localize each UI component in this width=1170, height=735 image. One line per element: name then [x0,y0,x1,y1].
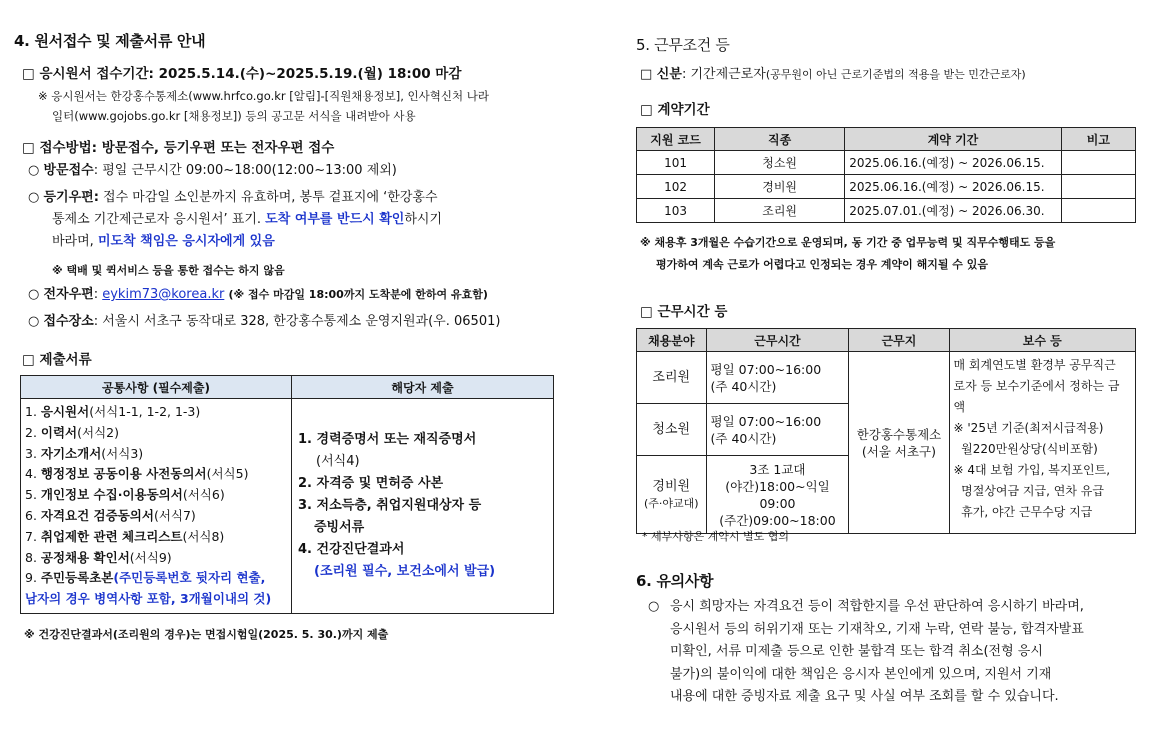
contract-cell: 102 [637,175,715,199]
contract-cell: 청소원 [715,151,845,175]
item-bold: 행정정보 공동이용 사전동의서 [40,466,207,482]
contract-cell: 2025.06.16.(예정) ~ 2026.06.15. [845,151,1061,175]
contract-header-cell: 지원 코드 [637,128,715,151]
section6-title: 6. 유의사항 [636,572,714,590]
contract-cell [1061,199,1135,223]
hours-time-cell: 평일 07:00~16:00 (주 40시간) [706,352,849,404]
item-bold: 개인정보 수집·이용동의서 [40,487,183,503]
mail-highlight-1: 도착 여부를 반드시 확인 [265,212,405,227]
item-form: (서식5) [206,466,249,482]
contract-cell [1061,175,1135,199]
mail-line-3 [52,231,275,253]
place-item [28,311,500,333]
caution-line: 불가)의 불이익에 대한 책임은 응시자 본인에게 있으며, 지원서 기재 [670,666,1052,682]
contract-row [637,199,1136,223]
mail-text-3a: 바라며, [52,234,98,249]
common-item [25,506,287,527]
mail-text-2a: 통제소 기간제근로자 응시원서’ 표기. [52,212,266,227]
item-bold: 응시원서 [40,404,90,419]
period-note-1: ※ 응시원서는 한강홍수통제소(www.hrfco.go.kr [알림]-[직원채용정보], 인사혁신처 나라 [38,89,489,103]
hours-note: * 세부사항은 계약시 별도 협의 [642,530,789,543]
optional-item-4: 4. 건강진단결과서 [298,541,405,557]
status-text: : 기간제근로자 [681,67,766,82]
common-list [25,402,287,568]
common-item-9 [25,568,287,589]
caution-line: 응시 희망자는 자격요건 등이 적합한지를 우선 판단하여 응시하기 바라며, [670,599,1084,614]
common-item [25,527,287,548]
contract-cell [1061,151,1135,175]
common-item [25,423,287,444]
item-form: (서식3) [101,445,144,461]
hours-field: 청소원 [652,422,691,437]
circle-bullet: ○ [28,314,40,329]
contract-header-cell: 계약 기간 [845,128,1061,151]
hours-field: 경비원 [652,478,691,494]
hours-field-sub: (주·야교대) [643,496,699,510]
docs-footnote: ※ 건강진단결과서(조리원의 경우)는 면접시험일(2025. 5. 30.)까지 제출 [24,628,389,641]
email-label: 전자우편 [43,287,94,302]
hours-body [637,352,1136,534]
contract-header-cell: 비고 [1061,128,1135,151]
caution-lines [670,596,1084,709]
item-bold: 이력서 [40,424,78,440]
status-line [640,64,1026,86]
email-link[interactable]: eykim73@korea.kr [102,287,225,302]
section5-title: 5. 근무조건 등 [636,36,730,54]
visit-text: : 평일 근무시간 09:00~18:00(12:00~13:00 제외) [93,163,397,178]
item9-blue-1: (주민등록번호 뒷자리 현출, [113,570,266,586]
optional-item-1-sub: (서식4) [316,453,360,469]
circle-bullet: ○ [28,163,40,178]
docs-optional-cell [292,399,554,614]
caution-line: 내용에 대한 증빙자료 제출 요구 및 사실 여부 조회를 할 수 있습니다. [670,689,1059,704]
item-form: (서식6) [182,487,225,503]
contract-cell: 조리원 [715,199,845,223]
hours-header-cell: 채용분야 [637,329,707,352]
optional-item-4-sub: (조리원 필수, 보건소에서 발급) [314,563,496,579]
contract-table [636,127,1136,223]
visit-label: 방문접수 [43,163,94,178]
mail-label: 등기우편: [43,190,99,205]
contract-cell: 경비원 [715,175,845,199]
common-item [25,548,287,569]
item-number: 2. [25,424,41,440]
contract-row [637,175,1136,199]
item-form: (서식8) [182,528,225,544]
hours-header-cell: 보수 등 [949,329,1135,352]
hours-row [637,352,1136,404]
pay-cell: 매 회계연도별 환경부 공무직근 로자 등 보수기준에서 정하는 금액 ※ '25년 기준(최저시급적용) 월220만원상당(식비포함) ※ 4대 보험 가입, 복지포인트, 명절상여금 지급, 연차 유급 휴가, 야간 근무수당 지급 [949,352,1135,534]
caution-line: 응시원서 등의 허위기재 또는 기재착오, 기재 누락, 연락 불능, 합격자발표 [670,621,1084,637]
optional-item-2: 2. 자격증 및 면허증 사본 [298,475,444,491]
circle-bullet: ○ [648,599,660,614]
caution-line: 미확인, 서류 미제출 등으로 인한 불합격 또는 합격 취소(전형 응시 [670,644,1043,659]
item-bold: 취업제한 관련 체크리스트 [40,528,183,544]
hours-field: 조리원 [652,370,691,385]
visit-item [28,160,397,182]
hours-field-cell [637,456,707,534]
contract-row [637,151,1136,175]
email-note: (※ 접수 마감일 18:00까지 도착분에 한하여 유효함) [228,288,488,301]
mail-item [28,187,438,209]
contract-cell: 101 [637,151,715,175]
item-number: 3. [25,445,41,461]
mail-text-1: 접수 마감일 소인분까지 유효하며, 봉투 겉표지에 ‘한강홍수 [98,190,438,205]
circle-bullet: ○ [28,287,40,302]
mail-highlight-2: 미도착 책임은 응시자에게 있음 [97,234,275,249]
hours-time-cell: 3조 1교대 (야간)18:00~익일09:00 (주간)09:00~18:00 [706,456,849,534]
item-bold: 공정채용 확인서 [40,549,130,565]
item-number: 6. [25,507,41,523]
common-item [25,464,287,485]
mail-line-2 [52,209,442,231]
place-label: 접수장소 [43,314,94,329]
docs-col2-header: 해당자 제출 [292,376,554,399]
item-form: (서식9) [129,549,172,565]
contract-header-row [637,128,1136,151]
item-bold: 자기소개서 [40,445,102,461]
docs-col1-header: 공통사항 (필수제출) [21,376,292,399]
item-form: (서식2) [77,424,119,440]
mail-note: ※ 택배 및 퀵서비스 등을 통한 접수는 하지 않음 [52,264,285,277]
period-note-2: 일터(www.gojobs.go.kr [채용정보]) 등의 공고문 서식을 내려받아 사용 [52,109,416,123]
email-item: ○ 전자우편: eykim73@korea.kr (※ 접수 마감일 18:00까지 도착분에 한하여 유효함) [28,287,488,302]
optional-item-1: 1. 경력증명서 또는 재직증명서 [298,431,477,447]
hours-field-cell [637,404,707,456]
item-form: (서식1-1, 1-2, 1-3) [89,404,201,419]
docs-common-cell [21,399,292,614]
hours-header-cell: 근무시간 [706,329,849,352]
contract-body [637,151,1136,223]
optional-item-3-sub: 증빙서류 [314,519,365,535]
item-bold: 주민등록초본 [40,570,114,586]
hours-field-cell [637,352,707,404]
contract-header-cell: 직종 [715,128,845,151]
contract-cell: 103 [637,199,715,223]
application-period: □ 응시원서 접수기간: 2025.5.14.(수)~2025.5.19.(월) 18:00 마감 [22,66,462,82]
common-item [25,485,287,506]
item-number: 4. [25,466,41,482]
hours-header-cell: 근무지 [849,329,949,352]
section4-title: 4. 원서접수 및 제출서류 안내 [14,32,206,50]
item9-blue-2: 남자의 경우 병역사항 포함, 3개월이내의 것) [25,591,272,607]
workplace-cell: 한강홍수통제소 (서울 서초구) [849,352,949,534]
common-item [25,444,287,465]
item-number: 5. [25,487,41,503]
item-form: (서식7) [153,507,196,523]
contract-note-2: 평가하여 계속 근로가 어렵다고 인정되는 경우 계약이 해지될 수 있음 [656,258,988,271]
contract-cell: 2025.06.16.(예정) ~ 2026.06.15. [845,175,1061,199]
status-label: □ 신분 [640,67,682,82]
hours-title: □ 근무시간 등 [640,304,728,320]
contract-note-1: ※ 채용후 3개월은 수습기간으로 운영되며, 동 기간 중 업무능력 및 직무수행태도 등을 [640,236,1056,249]
hours-time-cell: 평일 07:00~16:00 (주 40시간) [706,404,849,456]
item-number: 8. [25,549,41,565]
item-bold: 자격요건 검증동의서 [40,507,154,523]
optional-item-3: 3. 저소득층, 취업지원대상자 등 [298,497,482,513]
hours-table [636,328,1136,534]
item-number: 1. [25,404,41,419]
hours-header-row [637,329,1136,352]
status-small: (공무원이 아닌 근로기준법의 적용을 받는 민간근로자) [765,68,1026,81]
circle-bullet: ○ [28,190,40,205]
place-text: : 서울시 서초구 동작대로 328, 한강홍수통제소 운영지원과(우. 06501) [93,314,501,329]
mail-text-2b: 하시기 [404,212,443,227]
contract-title: □ 계약기간 [640,102,710,118]
common-item [25,402,287,423]
method-title: □ 접수방법: 방문접수, 등기우편 또는 전자우편 접수 [22,140,335,156]
contract-cell: 2025.07.01.(예정) ~ 2026.06.30. [845,199,1061,223]
item-number: 9. [25,570,41,586]
docs-table [20,375,554,614]
item-number: 7. [25,528,41,544]
docs-title: □ 제출서류 [22,352,92,368]
